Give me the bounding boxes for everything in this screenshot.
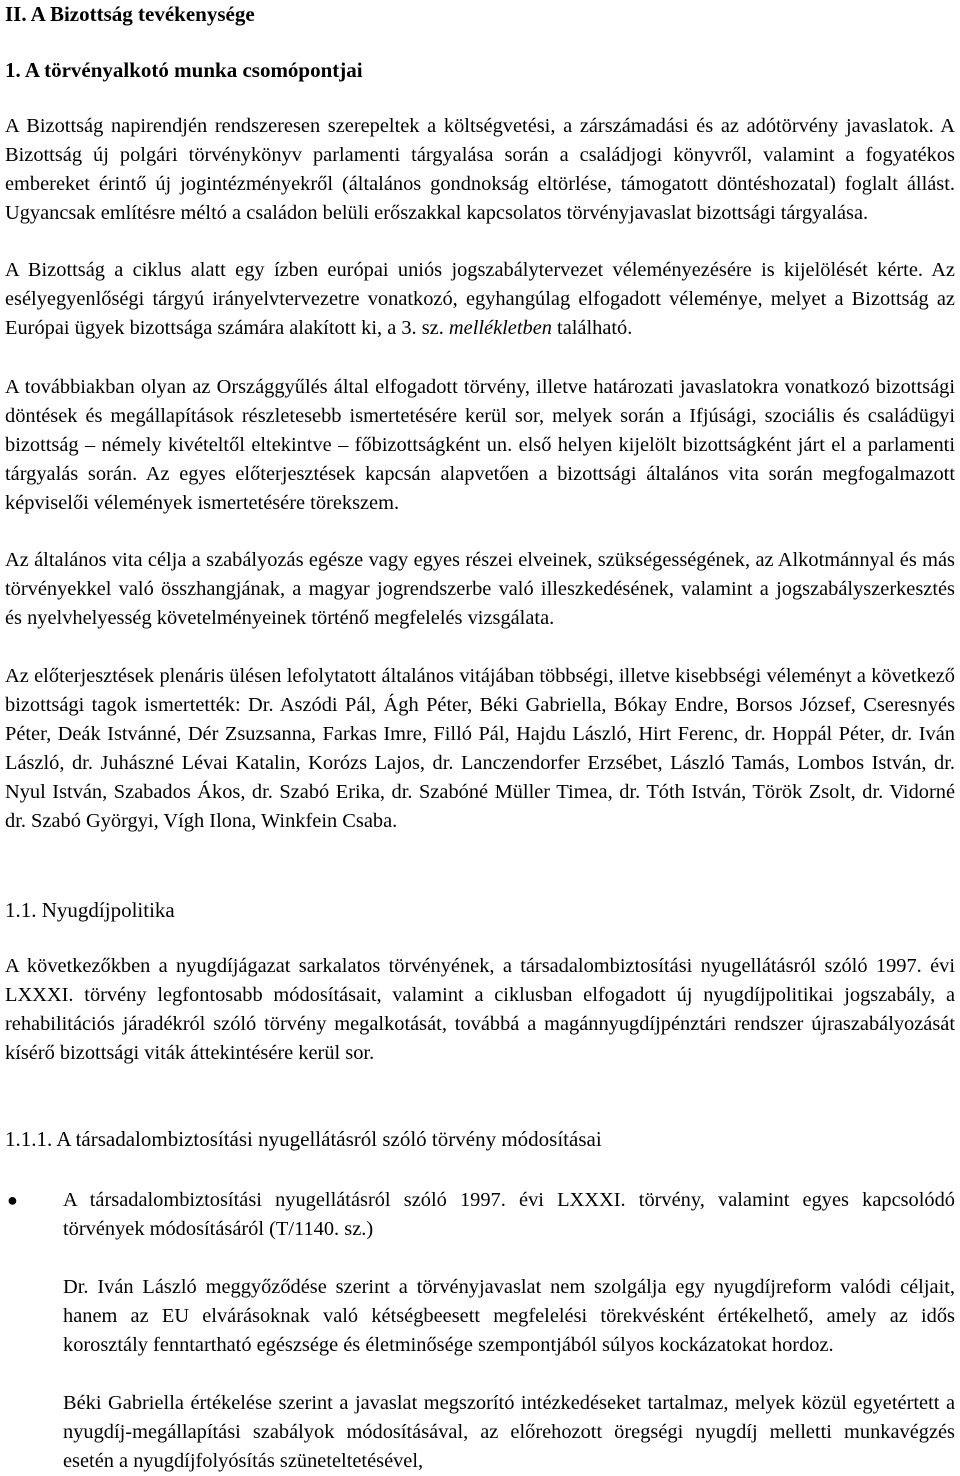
annex-reference: mellékletben	[448, 316, 552, 339]
paragraph-beki-opinion: Béki Gabriella értékelése szerint a javaslat megszorító intézkedéseket tartalmaz, melyek közül egyetértett a nyugdíj-megállapítási szabályok módosításával, az előrehozott öregségi nyugdíj melletti munkavégzés esetén a nyugdíjfolyósítás szüneteltetésével,	[63, 1392, 955, 1472]
paragraph-intro: A Bizottság napirendjén rendszeresen szerepeltek a költségvetési, a zárszámadási és az adótörvény javaslatok. A Bizottság új polgári törvénykönyv parlamenti tárgyalása során a családjogi könyvről, valamint a fogyatékos embereket érintő új jogintézményekről (általános gondnokság eltörlése, támogatott döntéshozatal) foglalt állást. Ugyancsak említésre méltó a családon belüli erőszakkal kapcsolatos törvényjavaslat bizottsági tárgyalása.	[5, 115, 955, 224]
bullet-icon: ●	[7, 1190, 18, 1210]
paragraph-text: A Bizottság a ciklus alatt egy ízben európai uniós jogszabálytervezet véleményezésére is kijelölését kérte. Az esélyegyenlőségi tárgyú irányelvtervezetre vonatkozó, egyhangúlag elfogadott véleménye, melyet a Bizottság az Európai ügyek bizottsága számára alakított ki, a 3. sz.	[5, 259, 955, 339]
paragraph-committee-decisions: A továbbiakban olyan az Országgyűlés által elfogadott törvény, illetve határozati javaslatokra vonatkozó bizottsági döntések és megállapítások részletesebb ismertetésére kerül sor, melyek során a Ifjúsági, szociális és családügyi bizottság – némely kivételtől eltekintve – főbizottságként un. első helyen kijelölt bizottságként járt el a parlamenti tárgyalás során. Az egyes előterjesztések kapcsán alapvetően a bizottsági általános vita során megfogalmazott képviselői vélemények ismertetésére törekszem.	[5, 376, 955, 514]
paragraph-ivan-opinion: Dr. Iván László meggyőződése szerint a törvényjavaslat nem szolgálja egy nyugdíjreform valódi céljait, hanem az EU elvárásoknak való kétségbeesett megfelelési törekvésként értékelhető, amely az idős korosztály fenntartható egészsége és életminősége szempontjából súlyos kockázatokat hordoz.	[63, 1276, 955, 1356]
paragraph-text: található.	[551, 316, 633, 339]
paragraph-eu-opinion	[5, 256, 955, 343]
paragraph-general-debate: Az általános vita célja a szabályozás egésze vagy egyes részei elveinek, szükségességének, az Alkotmánnyal és más törvényekkel való összhangjának, a magyar jogrendszerbe való illeszkedésének, valamint a jogszabályszerkesztés és nyelvhelyesség követelményeinek történő megfelelés vizsgálata.	[5, 549, 955, 629]
subsection-heading-pension: 1.1. Nyugdíjpolitika	[5, 898, 175, 922]
paragraph-members: Az előterjesztések plenáris ülésen lefolytatott általános vitájában többségi, illetve kisebbségi véleményt a következő bizottsági tagok ismertették: Dr. Aszódi Pál, Ágh Péter, Béki Gabriella, Bókay Endre, Borsos József, Cseresnyés Péter, Deák Istvánné, Dér Zsuzsanna, Farkas Imre, Filló Pál, Hajdu László, Hirt Ferenc, dr. Hoppál Péter, dr. Iván László, dr. Juhászné Lévai Katalin, Korózs Lajos, dr. Lanczendorfer Erzsébet, László Tamás, Lombos István, dr. Nyul István, Szabados Ákos, dr. Szabó Erika, dr. Szabóné Müller Timea, dr. Tóth István, Török Zsolt, dr. Vidorné dr. Szabó Györgyi, Vígh Ilona, Winkfein Csaba.	[5, 665, 955, 832]
section-heading: II. A Bizottság tevékenysége	[5, 2, 255, 26]
bullet-item-bill: A társadalombiztosítási nyugellátásról szóló 1997. évi LXXXI. törvény, valamint egyes kapcsolódó törvények módosításáról (T/1140. sz.)	[63, 1189, 955, 1240]
paragraph-pension-overview: A következőkben a nyugdíjágazat sarkalatos törvényének, a társadalombiztosítási nyugellátásról szóló 1997. évi LXXXI. törvény legfontosabb módosításait, valamint a ciklusban elfogadott új nyugdíjpolitikai jogszabály, a rehabilitációs járadékról szóló törvény megalkotását, továbbá a magánnyugdíjpénztári rendszer újraszabályozását kísérő bizottsági viták áttekintésére kerül sor.	[5, 955, 955, 1064]
subsection-heading: 1. A törvényalkotó munka csomópontjai	[5, 58, 363, 82]
subsection-heading-amendments: 1.1.1. A társadalombiztosítási nyugellátásról szóló törvény módosításai	[5, 1127, 602, 1151]
